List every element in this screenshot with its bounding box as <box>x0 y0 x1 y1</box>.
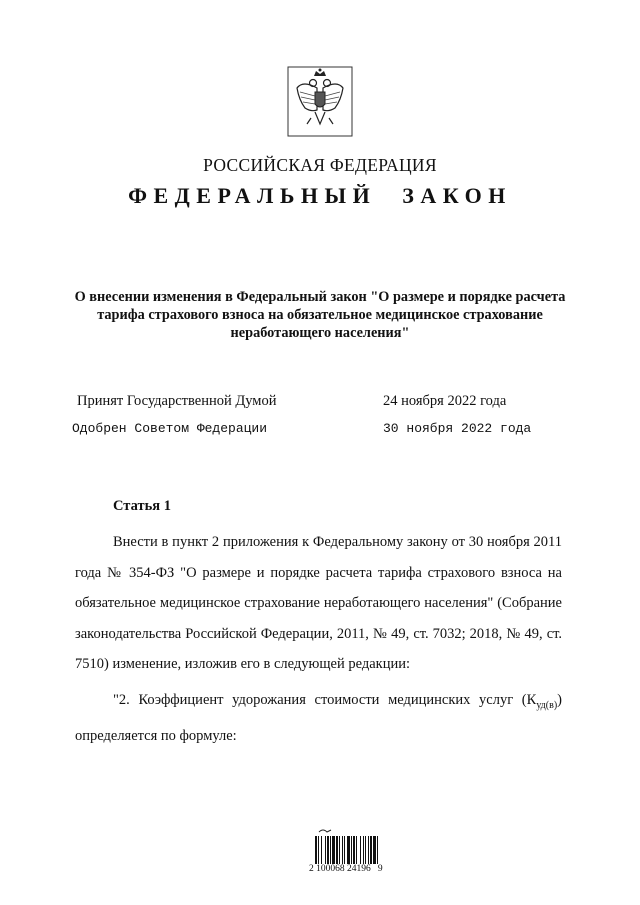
barcode-bar <box>373 836 376 864</box>
barcode-bar <box>356 836 357 864</box>
barcode-bar <box>318 836 319 864</box>
barcode-bar <box>347 836 350 864</box>
barcode-bar <box>315 836 317 864</box>
barcode-bar <box>344 836 345 864</box>
barcode-bar <box>330 836 331 864</box>
barcode-bar <box>332 836 335 864</box>
barcode-bar <box>342 836 343 864</box>
document-type: ФЕДЕРАЛЬНЫЙ ЗАКОН <box>128 183 512 208</box>
barcode-bar <box>363 836 364 864</box>
barcode-bar <box>368 836 369 864</box>
barcode-bar <box>325 836 326 864</box>
barcode-bar <box>377 836 378 864</box>
barcode-bar <box>336 836 338 864</box>
barcode-bar <box>370 836 372 864</box>
barcode-number: 2 100068 24196 9 <box>309 864 383 874</box>
barcode-bar <box>351 836 352 864</box>
barcode-bar <box>353 836 355 864</box>
coat-of-arms-icon <box>287 66 353 137</box>
paragraph-2-prefix: "2. Коэффициент удорожания стоимости медицинских услуг (К <box>113 691 537 708</box>
paragraph-2 <box>75 685 562 752</box>
coefficient-subscript: уд(в) <box>536 699 558 711</box>
article-heading: Статья 1 <box>113 498 171 514</box>
adoption-label: Одобрен Советом Федерации <box>72 421 268 436</box>
paragraph-2-suffix: ) определяется по формуле: <box>75 691 562 745</box>
article-body <box>75 527 562 752</box>
paragraph-1: Внести в пункт 2 приложения к Федеральному закону от 30 ноября 2011 года № 354-ФЗ "О размере и порядке расчета тарифа страхового взноса на обязательное медицинское страхование неработающего населения" (Собрание законодательства Российской Федерации, 2011, № 49, ст. 7032; 2018, № 49, ст. 7510) изменение, изложив его в следующей редакции: <box>75 534 562 673</box>
barcode-bar <box>339 836 340 864</box>
adoption-date: 30 ноября 2022 года <box>383 421 532 436</box>
barcode-bar <box>365 836 366 864</box>
law-title: О внесении изменения в Федеральный закон "О размере и порядке расчета тарифа страхового взноса на обязательное медицинское страхование неработающего населения" <box>74 289 566 341</box>
country-name: РОССИЙСКАЯ ФЕДЕРАЦИЯ <box>203 155 437 175</box>
barcode-bar <box>321 836 322 864</box>
barcode-bar <box>327 836 329 864</box>
adoption-label: Принят Государственной Думой <box>77 393 277 409</box>
adoption-date: 24 ноября 2022 года <box>383 393 507 409</box>
barcode-bar <box>360 836 361 864</box>
